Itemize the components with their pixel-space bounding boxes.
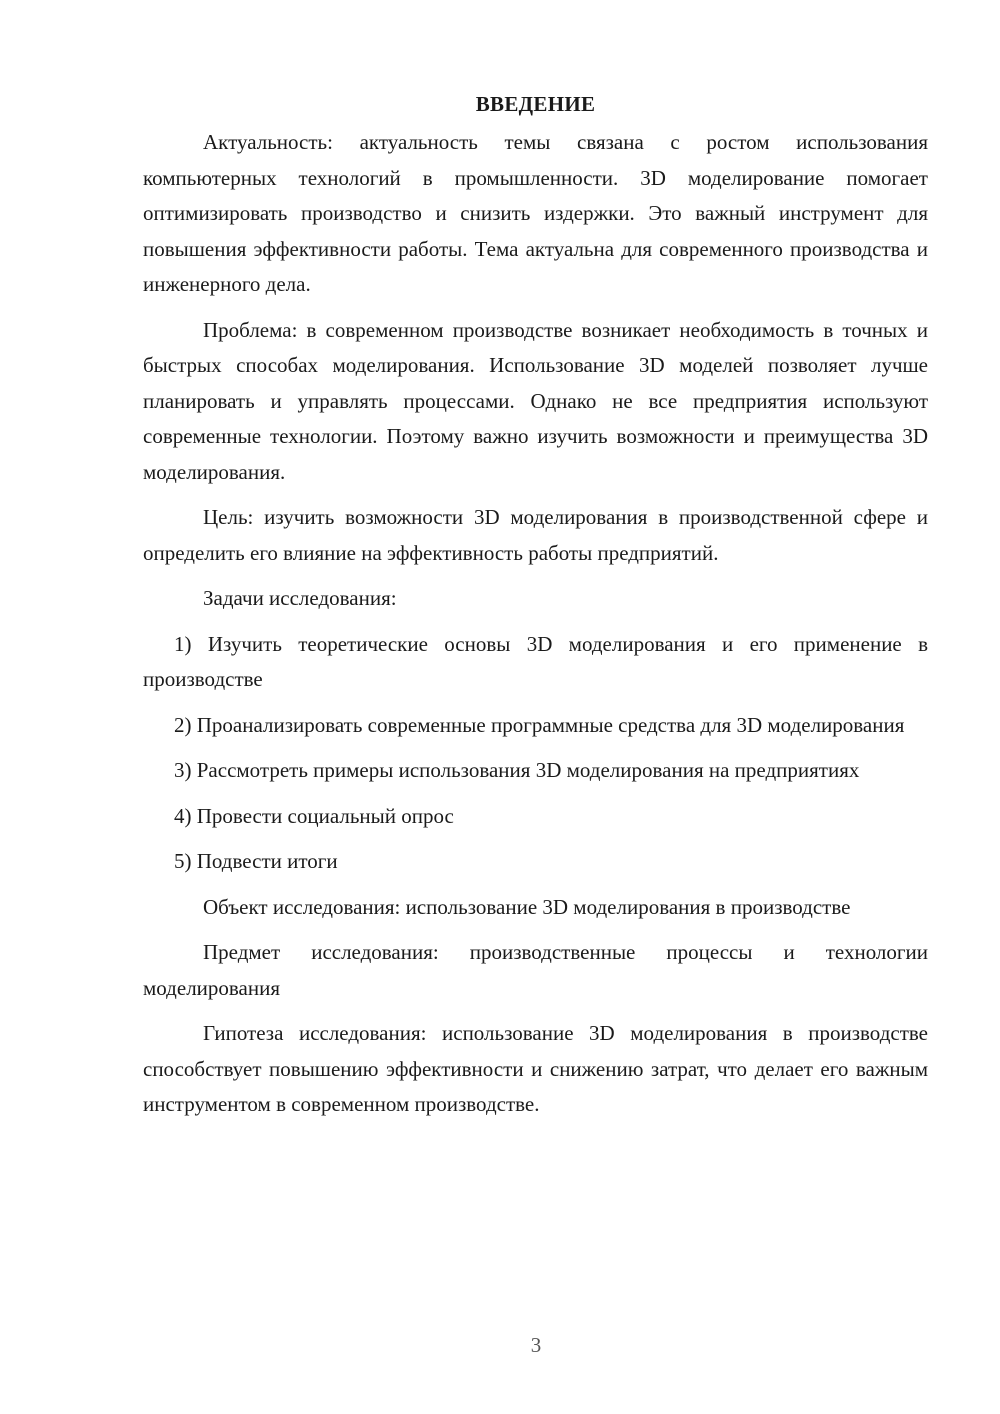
task-item-5: 5) Подвести итоги xyxy=(174,849,338,873)
task-item-1: 1) Изучить теоретические основы 3D моделирования и его применение в производстве xyxy=(143,631,928,691)
hypothesis-paragraph: Гипотеза исследования: использование 3D моделирования в производстве способствует повышению эффективности и снижению затрат, что делает его важным инструментом в современном производстве. xyxy=(143,1021,928,1116)
task-item-3: 3) Рассмотреть примеры использования 3D моделирования на предприятиях xyxy=(174,758,860,782)
relevance-paragraph: Актуальность: актуальность темы связана с ростом использования компьютерных технологий в промышленности. 3D моделирование помогает оптимизировать производство и снизить издержки. Это важный инструмент для повышения эффективности работы. Тема актуальна для современного производства и инженерного дела. xyxy=(143,130,928,296)
page-title: ВВЕДЕНИЕ xyxy=(475,92,596,116)
page-number: 3 xyxy=(530,1333,542,1357)
problem-paragraph: Проблема: в современном производстве возникает необходимость в точных и быстрых способах моделирования. Использование 3D моделей позволяет лучше планировать и управлять процессами. Однако не все предприятия используют современные технологии. Поэтому важно изучить возможности и преимущества 3D моделирования. xyxy=(143,317,928,484)
task-item-2: 2) Проанализировать современные программные средства для 3D моделирования xyxy=(174,712,905,737)
research-object-paragraph: Объект исследования: использование 3D моделирования в производстве xyxy=(203,894,851,919)
task-item-4: 4) Провести социальный опрос xyxy=(174,803,454,828)
goal-paragraph: Цель: изучить возможности 3D моделирования в производственной сфере и определить его влияние на эффективность работы предприятий. xyxy=(143,505,928,565)
document-page xyxy=(143,90,928,1133)
research-subject-paragraph: Предмет исследования: производственные процессы и технологии моделирования xyxy=(143,940,928,1000)
tasks-heading: Задачи исследования: xyxy=(203,586,397,610)
